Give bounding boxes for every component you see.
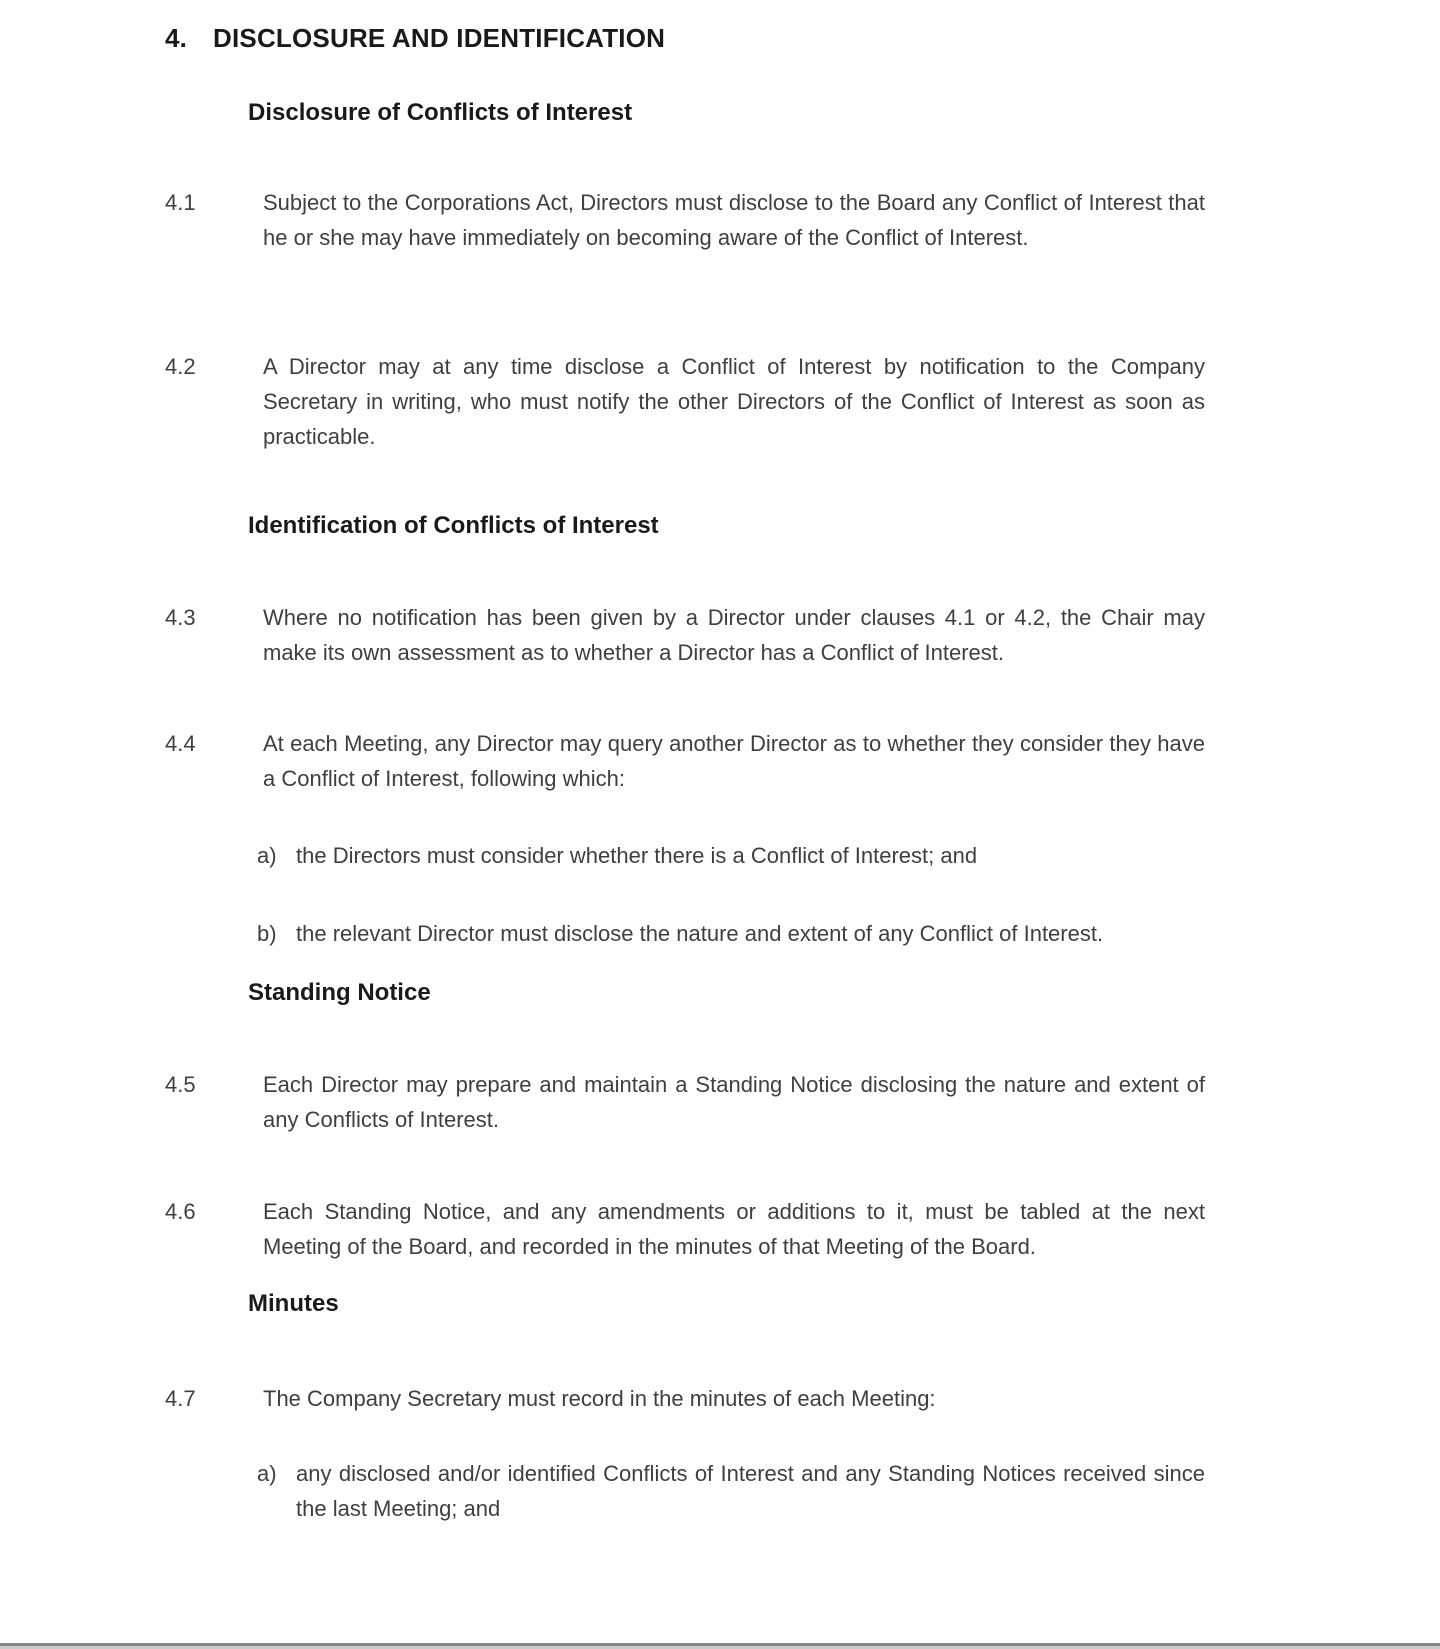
clause-4-3 [165,600,1205,670]
clause-number: 4.6 [165,1199,196,1224]
clause-number: 4.7 [165,1386,196,1411]
clause-number: 4.4 [165,731,196,756]
clause-4-7 [165,1381,1205,1416]
list-text: the Directors must consider whether there is a Conflict of Interest; and [296,843,978,868]
clause-4-2 [165,349,1205,454]
section-heading [165,22,665,54]
section-title: DISCLOSURE AND IDENTIFICATION [213,23,666,53]
list-text: any disclosed and/or identified Conflicts of Interest and any Standing Notices received since the last Meeting; and [296,1461,1205,1521]
clause-text: The Company Secretary must record in the minutes of each Meeting: [263,1386,936,1411]
page-bottom-rule [0,1643,1440,1649]
subheading-identification: Identification of Conflicts of Interest [248,512,659,539]
list-text: the relevant Director must disclose the nature and extent of any Conflict of Interest. [296,921,1104,946]
list-item-b [257,916,1205,951]
subheading-standing-notice: Standing Notice [248,979,431,1006]
clause-4-1 [165,185,1205,255]
clause-4-5 [165,1067,1205,1137]
clause-number: 4.5 [165,1072,196,1097]
clause-text: Where no notification has been given by a Director under clauses 4.1 or 4.2, the Chair may make its own assessment as to whether a Director has a Conflict of Interest. [263,605,1205,665]
list-marker: a) [257,843,277,868]
clause-text: Subject to the Corporations Act, Directors must disclose to the Board any Conflict of Interest that he or she may have immediately on becoming aware of the Conflict of Interest. [263,190,1205,250]
section-number: 4. [165,23,188,53]
list-item-a [257,838,1205,873]
clause-4-6 [165,1194,1205,1264]
clause-text: Each Standing Notice, and any amendments or additions to it, must be tabled at the next Meeting of the Board, and recorded in the minutes of that Meeting of the Board. [263,1199,1205,1259]
clause-4-4 [165,726,1205,796]
subheading-minutes: Minutes [248,1290,339,1317]
clause-text: Each Director may prepare and maintain a Standing Notice disclosing the nature and extent of any Conflicts of Interest. [263,1072,1205,1132]
list-marker: b) [257,921,277,946]
clause-number: 4.1 [165,190,196,215]
clause-text: A Director may at any time disclose a Conflict of Interest by notification to the Company Secretary in writing, who must notify the other Directors of the Conflict of Interest as soon as practicable. [263,354,1205,449]
clause-number: 4.2 [165,354,196,379]
subheading-disclosure: Disclosure of Conflicts of Interest [248,99,633,126]
clause-text: At each Meeting, any Director may query another Director as to whether they consider they have a Conflict of Interest, following which: [263,731,1205,791]
list-marker: a) [257,1461,277,1486]
list-item-a-minutes [257,1456,1205,1526]
clause-number: 4.3 [165,605,196,630]
